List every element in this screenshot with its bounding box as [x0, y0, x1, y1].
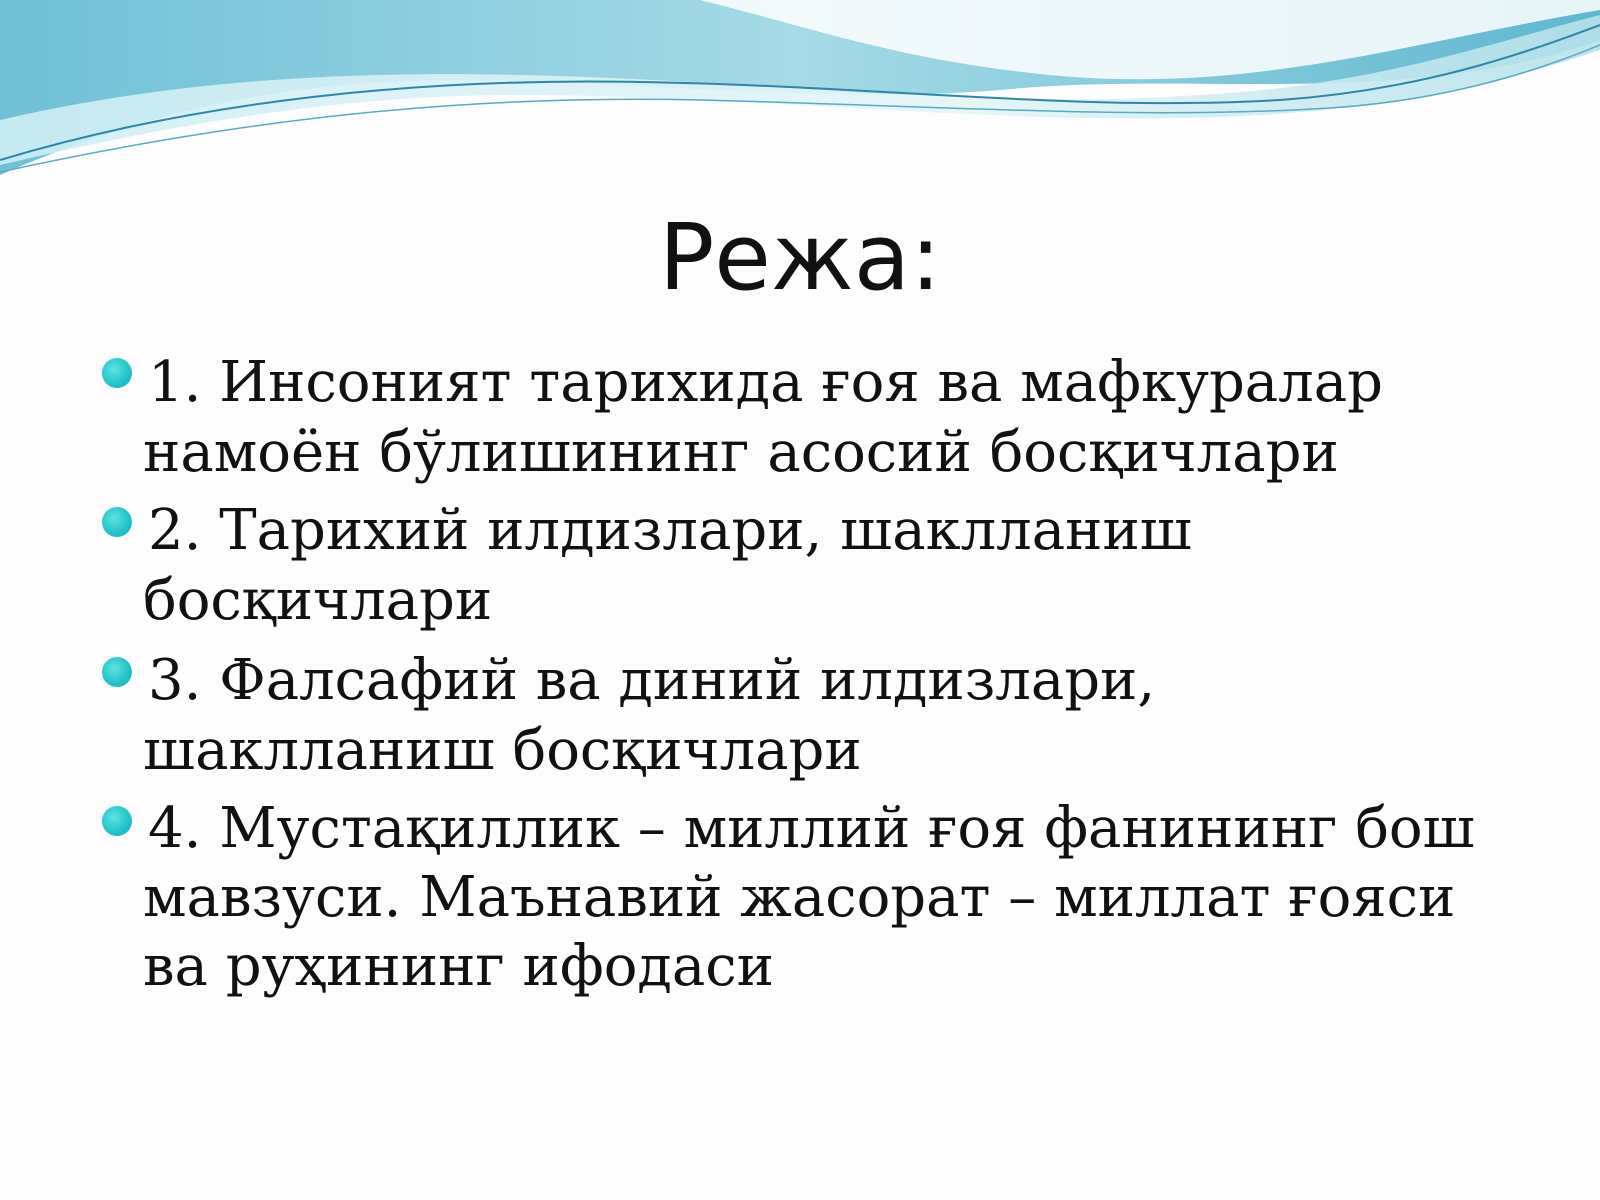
list-item-line: 2. Тарихий илдизлари, шаклланиш [148, 498, 1192, 563]
list-item-line: 3. Фалсафий ва диний илдизлари, [148, 648, 1156, 713]
bullet-icon [102, 657, 132, 687]
bullet-icon [102, 507, 132, 537]
bullet-icon [102, 806, 132, 836]
list-item-line: ва руҳининг ифодаси [143, 934, 774, 999]
list-item-line: шаклланиш босқичлари [143, 718, 862, 783]
list-item-line: 1. Инсоният тарихида ғоя ва мафкуралар [148, 350, 1383, 415]
list-item-line: босқичлари [143, 568, 493, 633]
bullet-icon [102, 358, 132, 388]
list-item-line: 4. Мустақиллик – миллий ғоя фанининг бош [148, 796, 1475, 861]
list-item-line: мавзуси. Маънавий жасорат – миллат ғояси [143, 865, 1456, 930]
slide-title: Режа: [658, 204, 942, 311]
list-item-line: намоён бўлишининг асосий босқичлари [143, 420, 1339, 485]
